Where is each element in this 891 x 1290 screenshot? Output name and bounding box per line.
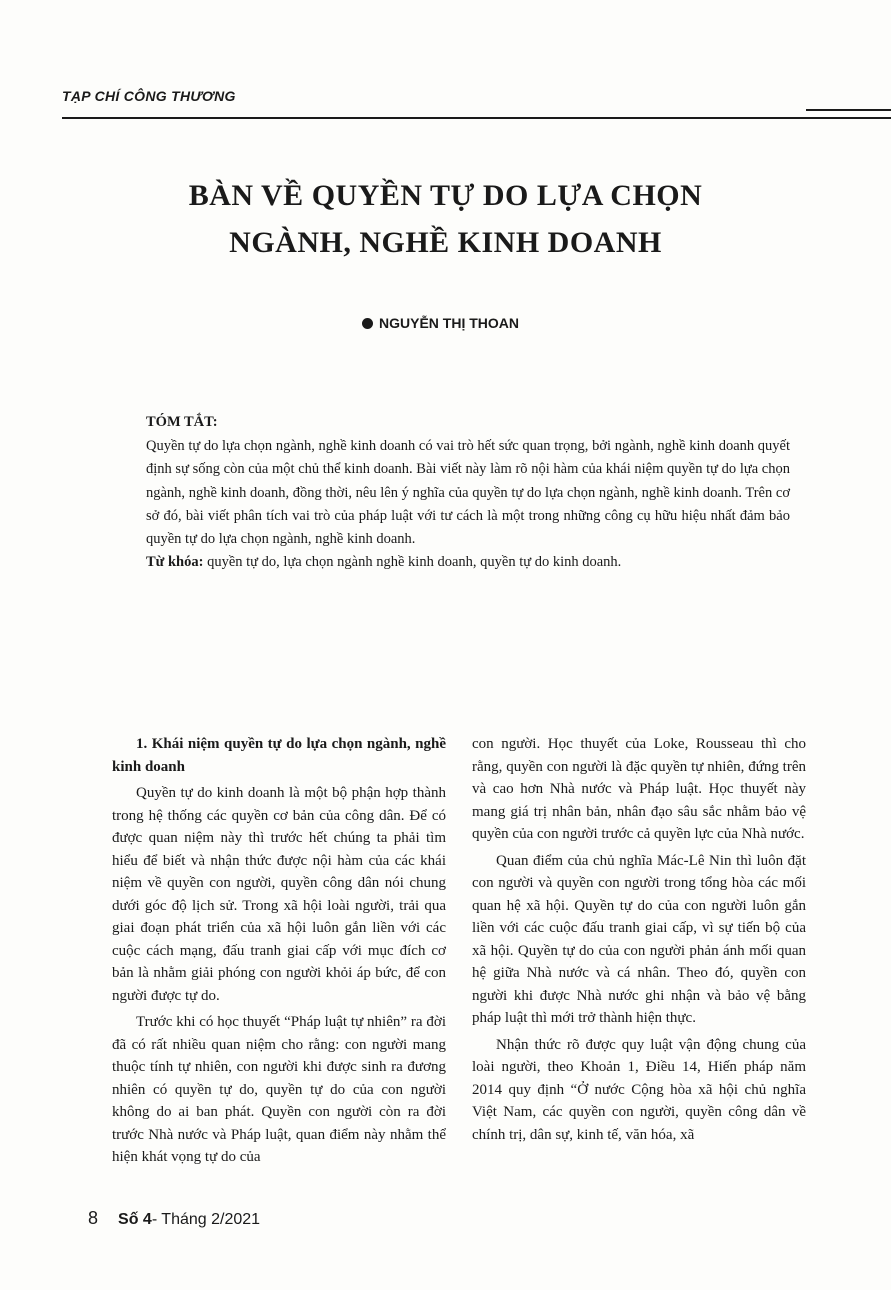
abstract-heading: TÓM TẮT: [146, 414, 218, 430]
keywords-line [146, 551, 790, 574]
title-line-2: NGÀNH, NGHỀ KINH DOANH [229, 226, 662, 259]
journal-name: TẠP CHÍ CÔNG THƯƠNG [62, 88, 236, 104]
keywords-label: Từ khóa: [146, 554, 204, 571]
body-column-right [472, 733, 806, 1150]
paragraph: Nhận thức rõ được quy luật vận động chung của loài người, theo Khoản 1, Điều 14, Hiến pháp năm 2014 quy định “Ở nước Cộng hòa xã hội chủ nghĩa Việt Nam, các quyền con người, quyền công dân về chính trị, dân sự, kinh tế, văn hóa, xã [472, 1036, 806, 1143]
title-line-1: BÀN VỀ QUYỀN TỰ DO LỰA CHỌN [188, 179, 703, 212]
author-name: NGUYỄN THỊ THOAN [379, 315, 519, 331]
paragraph: Quyền tự do kinh doanh là một bộ phận hợp thành trong hệ thống các quyền cơ bản của công dân. Để có được quan niệm này thì trước hết chúng ta phải tìm hiểu để biết và nhận thức được nội hàm của các khái niệm về quyền con người, quyền công dân nói chung dưới góc độ lịch sử. Trong xã hội loài người, trải qua giai đoạn phát triển của xã hội luôn gắn liền với các cuộc cách mạng, đấu tranh giai cấp với mục đích cơ bản là nhằm giải phóng con người khỏi áp bức, để con người được tự do. [112, 785, 446, 1004]
header-rule [62, 117, 891, 119]
author-line [362, 315, 519, 331]
keywords-text: quyền tự do, lựa chọn ngành nghề kinh doanh, quyền tự do kinh doanh. [203, 554, 622, 571]
issue-date: - Tháng 2/2021 [151, 1211, 261, 1228]
bullet-icon [362, 318, 373, 329]
abstract-block [146, 411, 790, 574]
issue-number: Số 4 [118, 1211, 152, 1228]
page-footer [88, 1208, 260, 1229]
abstract-text: Quyền tự do lựa chọn ngành, nghề kinh doanh có vai trò hết sức quan trọng, bởi ngành, nghề kinh doanh quyết định sự sống còn của một chủ thể kinh doanh. Bài viết này làm rõ nội hàm của khái niệm quyền tự do lựa chọn ngành, nghề kinh doanh, đồng thời, nêu lên ý nghĩa của quyền tự do lựa chọn ngành, nghề kinh doanh. Trên cơ sở đó, bài viết phân tích vai trò của pháp luật với tư cách là một trong những công cụ hữu hiệu nhất đảm bảo quyền tự do lựa chọn ngành, nghề kinh doanh. [146, 438, 790, 548]
paragraph: con người. Học thuyết của Loke, Rousseau thì cho rằng, quyền con người là đặc quyền tự nhiên, đứng trên và cao hơn Nhà nước và Pháp luật. Học thuyết này mang giá trị nhân bản, nhân đạo sâu sắc nhằm bảo vệ quyền của con người trước cả quyền lực của Nhà nước. [472, 736, 806, 842]
section-heading: 1. Khái niệm quyền tự do lựa chọn ngành, nghề kinh doanh [112, 736, 446, 775]
header-rule-accent [806, 109, 891, 111]
paragraph: Trước khi có học thuyết “Pháp luật tự nhiên” ra đời đã có rất nhiều quan niệm cho rằng: con người mang thuộc tính tự nhiên, con người khi được sinh ra đương nhiên có quyền tự do, quyền tự do của con người không do ai ban phát. Quyền con người còn ra đời trước Nhà nước và Pháp luật, quan điểm này nhằm thể hiện khát vọng tự do của [112, 1014, 446, 1165]
body-column-left [112, 733, 446, 1173]
paragraph: Quan điểm của chủ nghĩa Mác-Lê Nin thì luôn đặt con người và quyền con người trong tổng hòa các mối quan hệ xã hội. Quyền tự do của con người luôn gắn liền với các cuộc đấu tranh giai cấp, vì sự tiến bộ của xã hội. Quyền tự do của con người phản ánh mối quan hệ giữa Nhà nước và cá nhân. Theo đó, quyền con người khi được Nhà nước ghi nhận và bảo vệ bằng pháp luật thì mới trở thành hiện thực. [472, 852, 806, 1026]
page-number: 8 [88, 1208, 99, 1228]
article-title [0, 172, 891, 266]
